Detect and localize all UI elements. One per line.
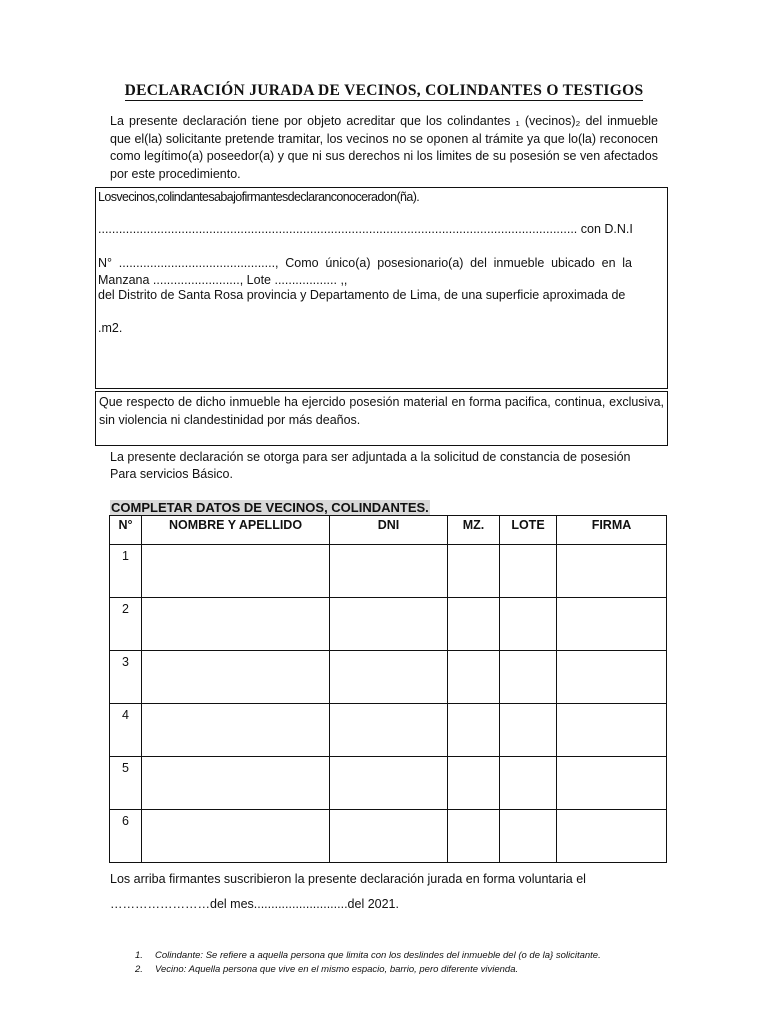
neighbors-table <box>109 515 667 863</box>
name-cell[interactable] <box>142 545 330 598</box>
lote-cell[interactable] <box>500 757 557 810</box>
mz-cell[interactable] <box>448 651 500 704</box>
lote-cell[interactable] <box>500 704 557 757</box>
signature-cell[interactable] <box>557 704 667 757</box>
row-number: 3 <box>110 651 142 704</box>
document-title <box>0 82 768 100</box>
table-row <box>110 757 667 810</box>
dni-cell[interactable] <box>330 651 448 704</box>
table-row <box>110 810 667 863</box>
footnote-text: Vecino: Aquella persona que vive en el mismo espacio, barrio, pero diferente vivienda. <box>155 964 519 975</box>
declaration-line-2 <box>98 222 658 236</box>
name-cell[interactable] <box>142 810 330 863</box>
dni-cell[interactable] <box>330 598 448 651</box>
header-number: N° <box>110 516 142 545</box>
dni-label: con D.N.I <box>580 222 633 236</box>
name-cell[interactable] <box>142 757 330 810</box>
lote-cell[interactable] <box>500 810 557 863</box>
table-row <box>110 545 667 598</box>
mz-cell[interactable] <box>448 545 500 598</box>
footnote-number: 1. <box>135 950 143 961</box>
table-row <box>110 651 667 704</box>
dni-cell[interactable] <box>330 704 448 757</box>
table-row <box>110 598 667 651</box>
mz-cell[interactable] <box>448 810 500 863</box>
closing-statement: Los arriba firmantes suscribieron la presente declaración jurada en forma voluntaria el <box>110 872 586 886</box>
document-title-text: DECLARACIÓN JURADA DE VECINOS, COLINDANTES O TESTIGOS <box>124 82 644 99</box>
declaration-box <box>95 187 668 389</box>
row-number: 4 <box>110 704 142 757</box>
lote-cell[interactable] <box>500 598 557 651</box>
declaration-line-4: del Distrito de Santa Rosa provincia y Departamento de Lima, de una superficie aproximada de <box>98 288 626 302</box>
row-number: 6 <box>110 810 142 863</box>
row-number: 2 <box>110 598 142 651</box>
name-cell[interactable] <box>142 704 330 757</box>
mz-cell[interactable] <box>448 598 500 651</box>
header-firma: FIRMA <box>557 516 667 545</box>
header-lote: LOTE <box>500 516 557 545</box>
lote-cell[interactable] <box>500 545 557 598</box>
mz-cell[interactable] <box>448 757 500 810</box>
name-cell[interactable] <box>142 651 330 704</box>
header-name: NOMBRE Y APELLIDO <box>142 516 330 545</box>
header-dni: DNI <box>330 516 448 545</box>
table-header-row <box>110 516 667 545</box>
dni-cell[interactable] <box>330 757 448 810</box>
declaration-line-1: Losvecinos,colindantesabajofirmantesdeclaranconoceradon(ña). <box>98 190 420 204</box>
intro-paragraph: La presente declaración tiene por objeto acreditar que los colindantes ₁ (vecinos)₂ del inmueble que el(la) solicitante pretende tramitar, los vecinos no se oponen al trámite ya que lo(la) reconocen como legítimo(a) poseedor(a) y que ni sus derechos ni los limites de su posesión se ven afectados por este procedimiento. <box>110 114 658 181</box>
declaration-line-5: .m2. <box>98 321 123 335</box>
signature-cell[interactable] <box>557 810 667 863</box>
footnotes <box>135 949 601 977</box>
signature-cell[interactable] <box>557 545 667 598</box>
neighbors-section-title: COMPLETAR DATOS DE VECINOS, COLINDANTES. <box>111 500 429 515</box>
table-row <box>110 704 667 757</box>
row-number: 5 <box>110 757 142 810</box>
footnote-1 <box>135 949 601 963</box>
footnote-number: 2. <box>135 964 143 975</box>
purpose-paragraph: La presente declaración se otorga para ser adjuntada a la solicitud de constancia de posesión Para servicios Básico. <box>110 450 631 481</box>
row-number: 1 <box>110 545 142 598</box>
mz-cell[interactable] <box>448 704 500 757</box>
footnote-2 <box>135 963 601 977</box>
footnote-text: Colindante: Se refiere a aquella persona que limita con los deslindes del inmueble del (o de la} solicitante. <box>155 950 601 961</box>
signature-cell[interactable] <box>557 598 667 651</box>
declaration-line-3: N° ............................................., Como único(a) posesionario(a) del inmueble ubicado en la Manzana ........................., Lote .................. ,, <box>98 256 632 287</box>
dni-cell[interactable] <box>330 545 448 598</box>
dni-cell[interactable] <box>330 810 448 863</box>
name-cell[interactable] <box>142 598 330 651</box>
possession-box: Que respecto de dicho inmueble ha ejercido posesión material en forma pacifica, continua, exclusiva, sin violencia ni clandestinidad por más deaños. <box>95 391 668 446</box>
header-mz: MZ. <box>448 516 500 545</box>
name-blank: .......................................................................................................................................... <box>98 222 578 236</box>
signature-cell[interactable] <box>557 651 667 704</box>
lote-cell[interactable] <box>500 651 557 704</box>
closing-date-line: ……………………del mes...........................del 2021. <box>110 897 399 911</box>
signature-cell[interactable] <box>557 757 667 810</box>
